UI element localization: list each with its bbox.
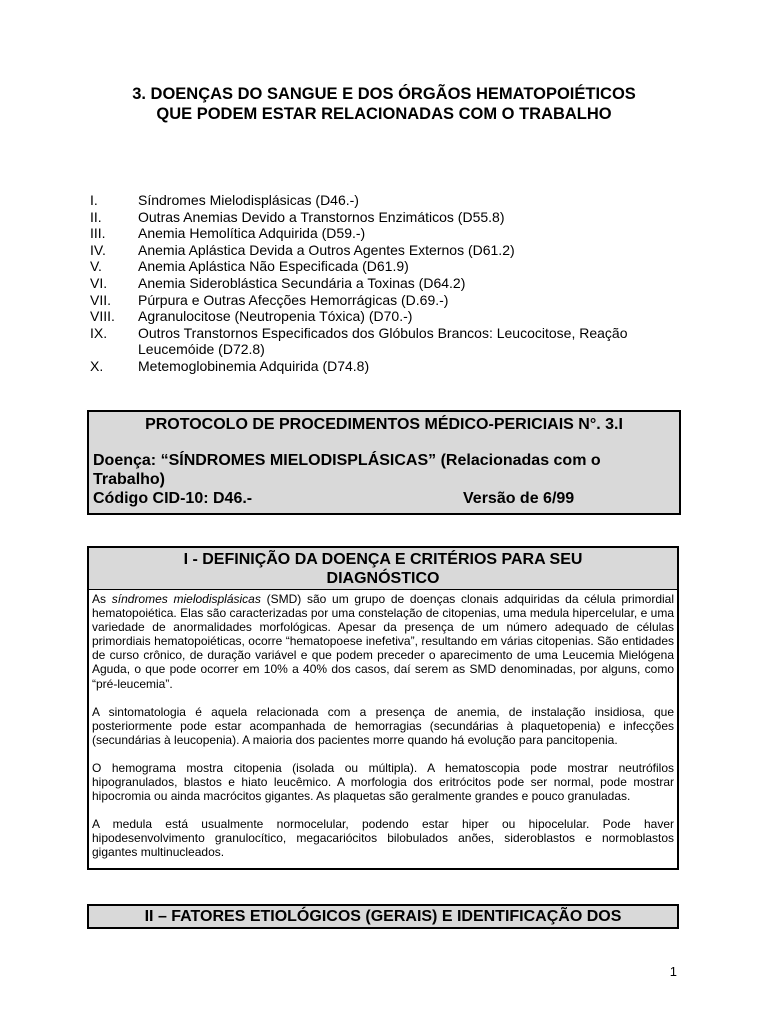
list-item-text: Anemia Aplástica Devida a Outros Agentes Externos (D61.2) bbox=[138, 241, 515, 258]
list-item-number: V. bbox=[90, 258, 102, 275]
list-item-number: II. bbox=[90, 208, 102, 225]
list-item-number: VIII. bbox=[90, 308, 115, 325]
paragraph-text: (SMD) são um grupo de doenças clonais adquiridas da célula primordial hematopoiética. Elas são caracterizadas por uma constelação de citopenias, uma medula hipercelular, e uma variedade de anormalidades morfológicas. Apesar da presença de um número adequado de células primordiais hematopoiéticas, ocorre “hematopoese inefetiva”, resultando em várias citopenias. São entidades de curso crônico, de duração variável e que podem preceder o aparecimento de uma Leucemia Mielógena Aguda, o que pode ocorrer em 10% a 40% dos casos, daí serem as SMD denominadas, por alguns, como “pré-leucemia”. bbox=[92, 592, 674, 691]
section-heading-line-2: DIAGNÓSTICO bbox=[326, 570, 440, 587]
list-item-number: VI. bbox=[90, 274, 108, 291]
list-item bbox=[90, 209, 690, 226]
list-item-text: Síndromes Mielodisplásicas (D46.-) bbox=[138, 192, 359, 208]
list-item-number: IX. bbox=[90, 324, 108, 341]
list-item bbox=[90, 275, 690, 292]
list-item bbox=[90, 225, 690, 242]
list-item bbox=[90, 258, 690, 275]
list-item-text: Anemia Hemolítica Adquirida (D59.-) bbox=[138, 225, 366, 242]
list-item-text: Outras Anemias Devido a Transtornos Enzimáticos (D55.8) bbox=[138, 208, 505, 225]
list-item-text: Anemia Sideroblástica Secundária a Toxinas (D64.2) bbox=[138, 274, 466, 291]
disease-suffix: (Relacionadas com o Trabalho) bbox=[93, 452, 601, 488]
title-line-1: 3. DOENÇAS DO SANGUE E DOS ÓRGÃOS HEMATOPOIÉTICOS bbox=[132, 85, 636, 103]
section-heading-line-1: I - DEFINIÇÃO DA DOENÇA E CRITÉRIOS PARA SEU bbox=[183, 551, 583, 568]
title-line-2: QUE PODEM ESTAR RELACIONADAS COM O TRABALHO bbox=[156, 105, 612, 123]
list-item-number: I. bbox=[90, 192, 98, 208]
list-item bbox=[90, 292, 690, 309]
list-item bbox=[90, 358, 690, 375]
section-definition bbox=[87, 546, 679, 870]
section-heading: II – FATORES ETIOLÓGICOS (GERAIS) E IDENTIFICAÇÃO DOS bbox=[144, 908, 622, 925]
protocol-code-row bbox=[93, 489, 679, 508]
protocol-title: PROTOCOLO DE PROCEDIMENTOS MÉDICO-PERICIAIS N°. 3.I bbox=[145, 416, 623, 433]
section-body bbox=[89, 590, 677, 860]
document-title bbox=[0, 84, 768, 124]
list-item-number: VII. bbox=[90, 291, 112, 308]
list-item bbox=[90, 308, 690, 325]
section-heading bbox=[89, 548, 677, 590]
list-item bbox=[90, 192, 690, 209]
list-item-text: Outros Transtornos Especificados dos Glóbulos Brancos: Leucocitose, Reação Leucemóide (D72.8) bbox=[138, 324, 628, 358]
list-item-text: Púrpura e Outras Afecções Hemorrágicas (D.69.-) bbox=[138, 291, 449, 308]
paragraph: A sintomatologia é aquela relacionada com a presença de anemia, de instalação insidiosa, que posteriormente pode estar acompanhada de hemorragias (secundárias à plaquetopenia) e infecções (secundárias à leucopenia). A maioria dos pacientes morre quando há evolução para pancitopenia. bbox=[92, 704, 674, 747]
paragraph bbox=[92, 592, 674, 691]
list-item bbox=[90, 242, 690, 259]
paragraph: O hemograma mostra citopenia (isolada ou múltipla). A hematoscopia pode mostrar neutrófilos hipogranulados, blastos e hiato leucêmico. A morfologia dos eritrócitos pode ser normal, pode mostrar hipocromia ou ainda macrócitos gigantes. As plaquetas são geralmente grandes e pouco granuladas. bbox=[92, 760, 674, 804]
list-item bbox=[90, 325, 690, 358]
list-item-text: Metemoglobinemia Adquirida (D74.8) bbox=[138, 357, 370, 374]
protocol-box bbox=[87, 410, 681, 515]
protocol-disease bbox=[93, 451, 673, 489]
paragraph: A medula está usualmente normocelular, podendo estar hiper ou hipocelular. Pode haver hipodesenvolvimento granulocítico, megacariócitos bilobulados anões, sideroblastos e normoblastos gigantes multinucleados. bbox=[92, 817, 674, 860]
page-number: 1 bbox=[669, 964, 677, 979]
disease-list bbox=[90, 192, 690, 375]
paragraph-text: As bbox=[92, 592, 112, 606]
cid-code: Código CID-10: D46.- bbox=[93, 490, 253, 507]
section-etiology-heading bbox=[87, 904, 679, 929]
disease-label: Doença: bbox=[93, 452, 161, 469]
list-item-number: X. bbox=[90, 357, 104, 374]
list-item-text: Agranulocitose (Neutropenia Tóxica) (D70.-) bbox=[138, 308, 413, 325]
version: Versão de 6/99 bbox=[463, 490, 575, 507]
list-item-number: IV. bbox=[90, 241, 106, 258]
list-item-text: Anemia Aplástica Não Especificada (D61.9) bbox=[138, 258, 409, 275]
term-smd: síndromes mielodisplásicas bbox=[111, 592, 261, 606]
list-item-number: III. bbox=[90, 225, 106, 242]
disease-name: “SÍNDROMES MIELODISPLÁSICAS” bbox=[160, 452, 437, 469]
